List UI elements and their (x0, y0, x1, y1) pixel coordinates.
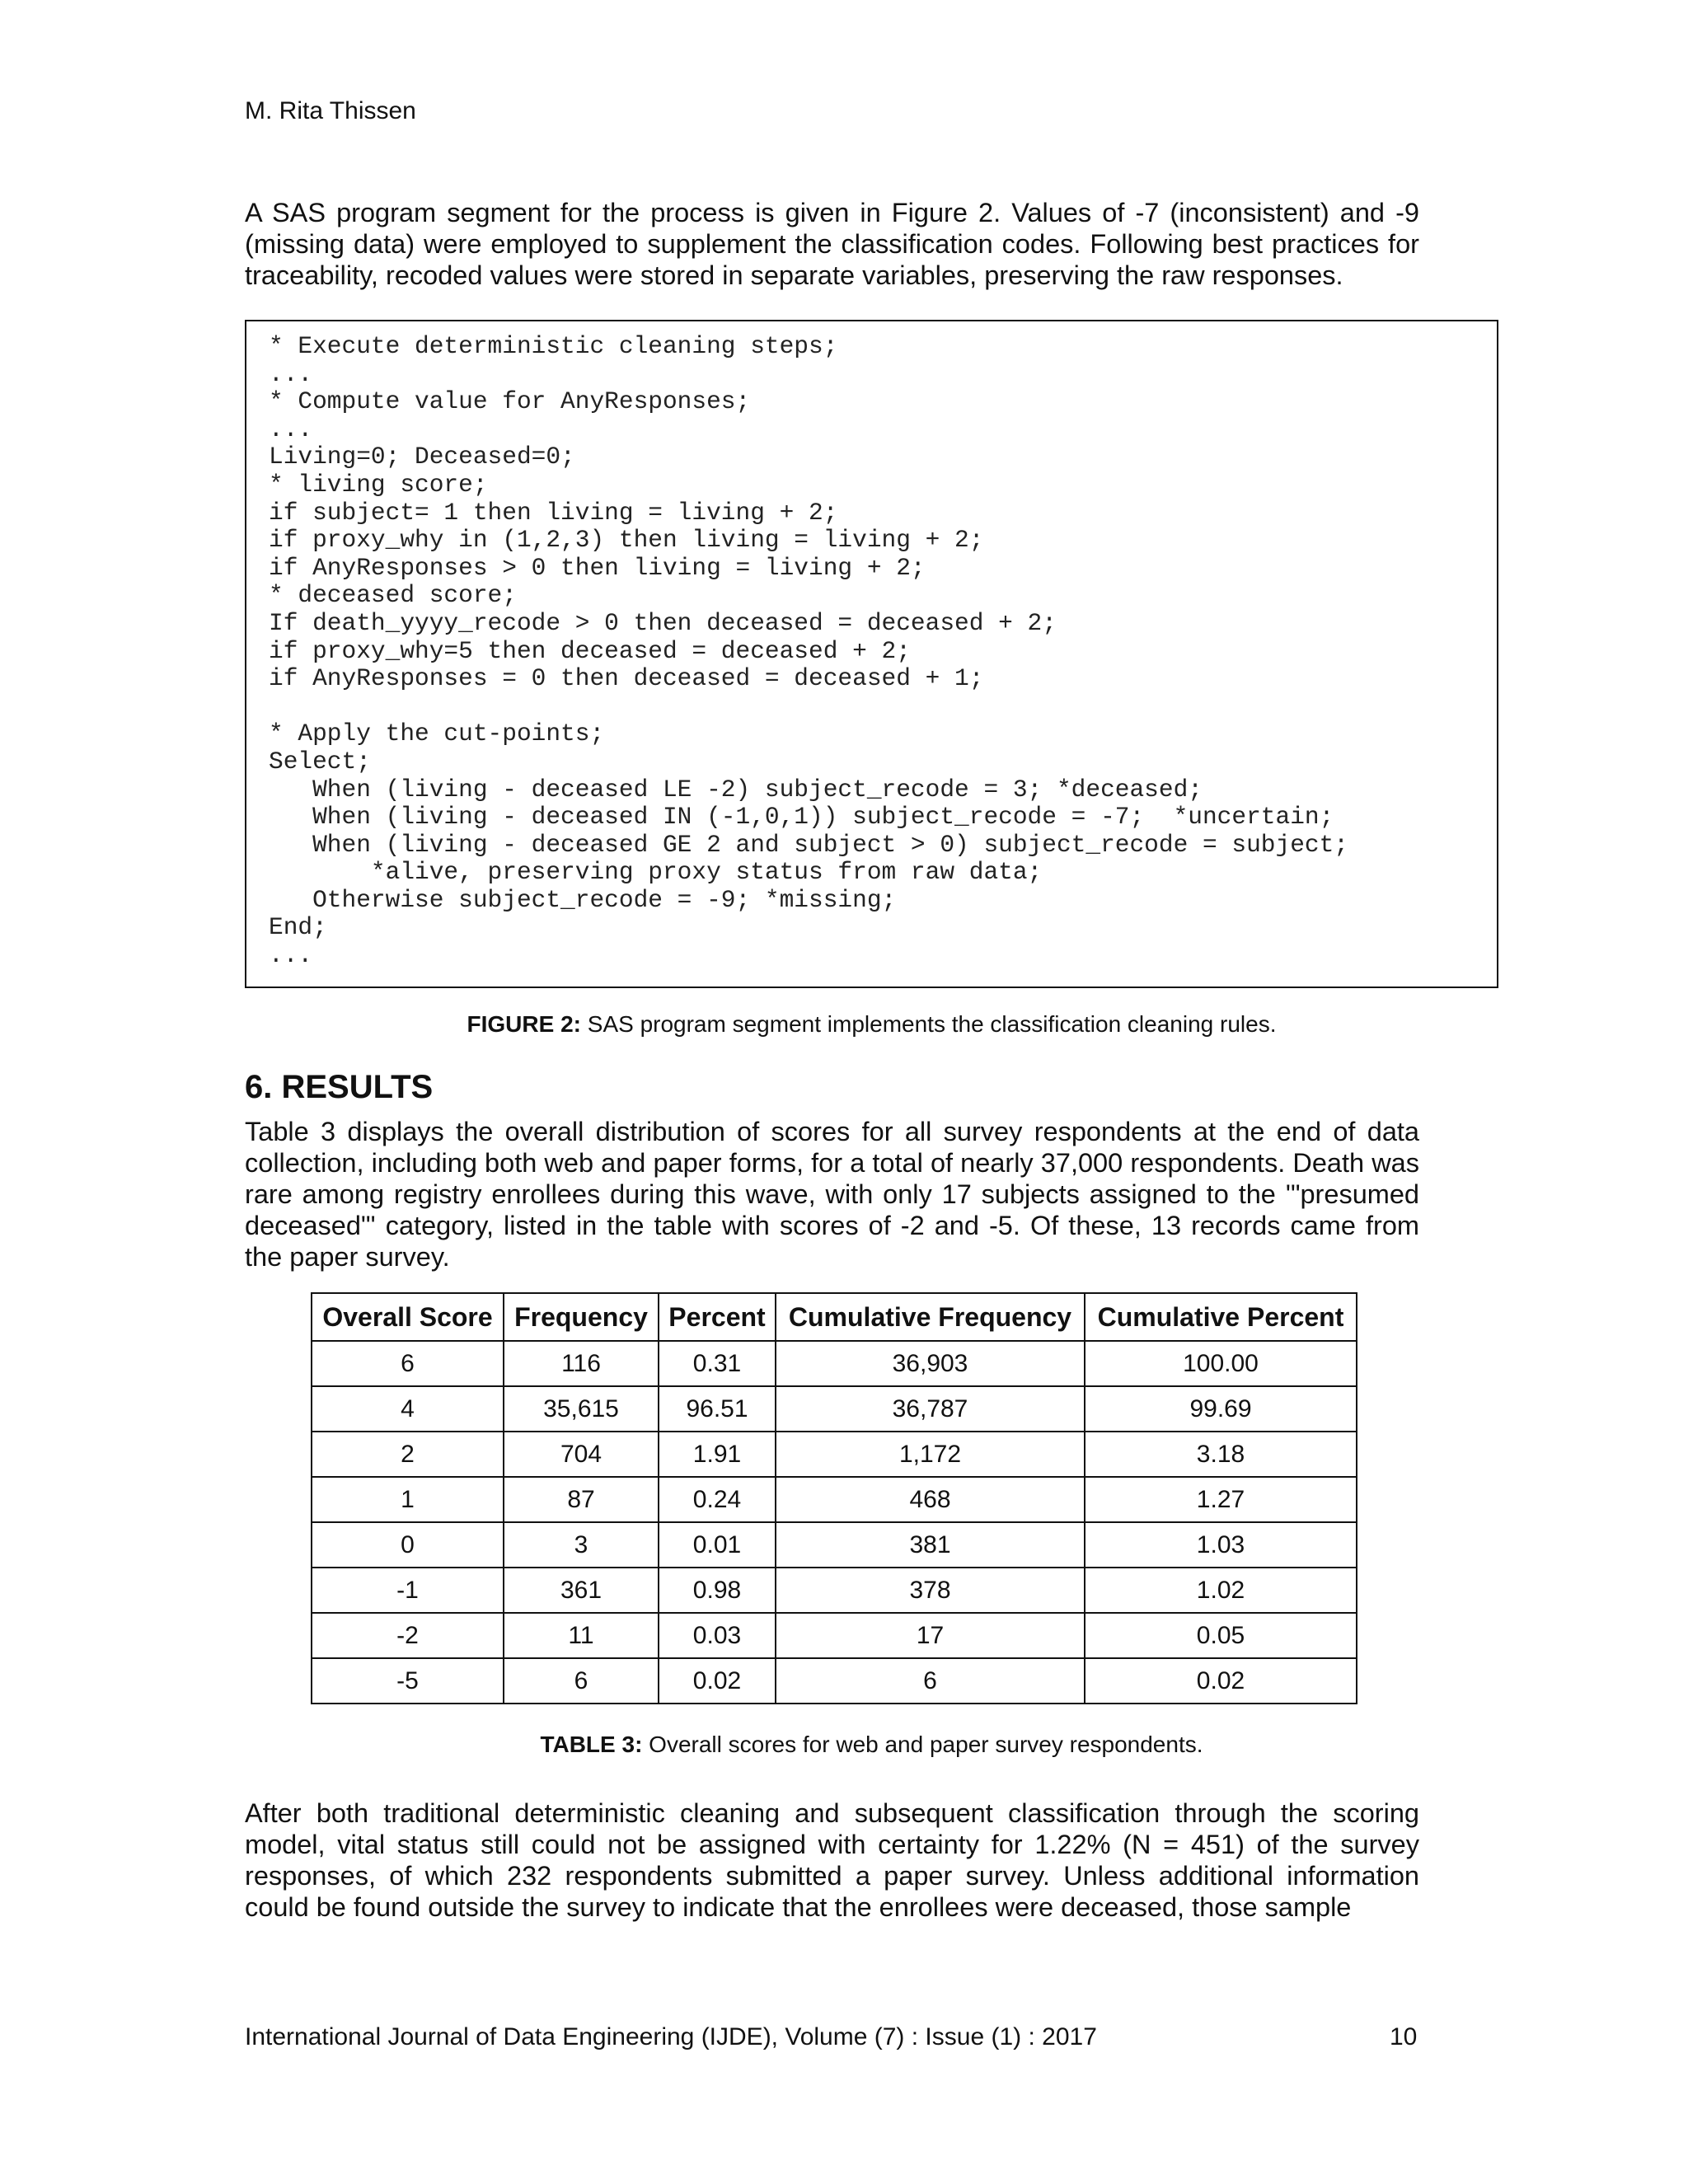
table-cell: -2 (312, 1613, 504, 1658)
table-cell: 35,615 (504, 1386, 659, 1432)
table-cell: 11 (504, 1613, 659, 1658)
code-line: When (living - deceased GE 2 and subject > 0) subject_recode = subject; (269, 830, 1349, 859)
code-line: * Compute value for AnyResponses; (269, 387, 751, 416)
table-cell: 0.01 (659, 1522, 776, 1568)
closing-paragraph: After both traditional deterministic cleaning and subsequent classification through the scoring model, vital status still could not be assigned with certainty for 1.22% (N = 451) of the survey responses, of which 232 respondents submitted a paper survey. Unless additional information could be found outside the survey to indicate that the enrollees were deceased, those sample (245, 1798, 1419, 1922)
code-line: ... (269, 415, 313, 443)
table-caption-text: Overall scores for web and paper survey respondents. (642, 1732, 1203, 1757)
table-cell: 87 (504, 1477, 659, 1522)
table-cell: 99.69 (1085, 1386, 1357, 1432)
code-line: Living=0; Deceased=0; (269, 443, 575, 471)
table-cell: 3.18 (1085, 1432, 1357, 1477)
table-cell: 96.51 (659, 1386, 776, 1432)
results-paragraph: Table 3 displays the overall distribution of scores for all survey respondents at the end of data collection, including both web and paper forms, for a total of nearly 37,000 respondents. Death was rare among registry enrollees during this wave, with only 17 subjects assigned to the '"presumed deceased"' category, listed in the table with scores of -2 and -5. Of these, 13 records came from the paper survey. (245, 1117, 1419, 1272)
table-cell: 704 (504, 1432, 659, 1477)
code-line: if proxy_why=5 then deceased = deceased + 2; (269, 636, 911, 665)
code-line: * Execute deterministic cleaning steps; (269, 332, 838, 360)
table-caption-label: TABLE 3: (540, 1732, 643, 1757)
code-line: Otherwise subject_recode = -9; *missing; (269, 885, 897, 914)
code-line: if subject= 1 then living = living + 2; (269, 498, 838, 527)
table-cell: 0.02 (1085, 1658, 1357, 1704)
section-heading-results: 6. RESULTS (245, 1069, 434, 1105)
table-cell: 1.91 (659, 1432, 776, 1477)
code-line: if proxy_why in (1,2,3) then living = living + 2; (269, 526, 984, 555)
table-row (312, 1613, 1357, 1658)
header-percent: Percent (659, 1293, 776, 1341)
table-row (312, 1522, 1357, 1568)
table-cell: 1.03 (1085, 1522, 1357, 1568)
table-cell: 4 (312, 1386, 504, 1432)
sas-code-listing (269, 333, 1348, 970)
code-line: if AnyResponses = 0 then deceased = deceased + 1; (269, 664, 984, 693)
table-row (312, 1432, 1357, 1477)
header-frequency: Frequency (504, 1293, 659, 1341)
figure-caption-text: SAS program segment implements the classification cleaning rules. (580, 1011, 1277, 1037)
table-cell: 1,172 (776, 1432, 1085, 1477)
code-line: End; (269, 913, 327, 942)
table-cell: 0.98 (659, 1568, 776, 1613)
table-caption (245, 1731, 1498, 1759)
table-cell: 36,787 (776, 1386, 1085, 1432)
table-cell: 6 (776, 1658, 1085, 1704)
code-line: Select; (269, 747, 371, 776)
intro-paragraph: A SAS program segment for the process is given in Figure 2. Values of -7 (inconsistent) and -9 (missing data) were employed to supplement the classification codes. Following best practices for traceability, recoded values were stored in separate variables, preserving the raw responses. (245, 198, 1419, 290)
table-header-row (312, 1293, 1357, 1341)
table-row (312, 1658, 1357, 1704)
table-cell: 1.27 (1085, 1477, 1357, 1522)
table-cell: 378 (776, 1568, 1085, 1613)
running-head-author: M. Rita Thissen (245, 97, 416, 124)
table-cell: 0 (312, 1522, 504, 1568)
table-cell: 100.00 (1085, 1341, 1357, 1386)
table-cell: 381 (776, 1522, 1085, 1568)
code-line: *alive, preserving proxy status from raw data; (269, 858, 1043, 887)
table-cell: 0.02 (659, 1658, 776, 1704)
code-line: * Apply the cut-points; (269, 719, 605, 748)
table-cell: 6 (312, 1341, 504, 1386)
code-line: If death_yyyy_recode > 0 then deceased = deceased + 2; (269, 608, 1057, 637)
table-cell: 468 (776, 1477, 1085, 1522)
table-cell: 17 (776, 1613, 1085, 1658)
table-row (312, 1568, 1357, 1613)
table-cell: 116 (504, 1341, 659, 1386)
code-line: * deceased score; (269, 581, 517, 610)
table-cell: 1 (312, 1477, 504, 1522)
table-body (312, 1341, 1357, 1704)
code-line: ... (269, 359, 313, 388)
table-cell: 36,903 (776, 1341, 1085, 1386)
scores-table (311, 1292, 1357, 1704)
code-figure-box (245, 320, 1498, 988)
code-line: * living score; (269, 470, 488, 499)
table-cell: 0.03 (659, 1613, 776, 1658)
footer-page-number: 10 (1390, 2023, 1418, 2050)
figure-caption-label: FIGURE 2: (467, 1011, 581, 1037)
code-line: When (living - deceased LE -2) subject_recode = 3; *deceased; (269, 775, 1203, 804)
table-row (312, 1341, 1357, 1386)
header-overall-score: Overall Score (312, 1293, 504, 1341)
table-row (312, 1477, 1357, 1522)
table-cell: -1 (312, 1568, 504, 1613)
code-line: ... (269, 941, 313, 970)
figure-caption (245, 1010, 1498, 1038)
header-cumulative-percent: Cumulative Percent (1085, 1293, 1357, 1341)
table-cell: -5 (312, 1658, 504, 1704)
footer-journal: International Journal of Data Engineering (IJDE), Volume (7) : Issue (1) : 2017 (245, 2023, 1097, 2050)
table-cell: 2 (312, 1432, 504, 1477)
table-cell: 0.05 (1085, 1613, 1357, 1658)
header-cumulative-frequency: Cumulative Frequency (776, 1293, 1085, 1341)
table-cell: 3 (504, 1522, 659, 1568)
table-cell: 0.24 (659, 1477, 776, 1522)
code-line: When (living - deceased IN (-1,0,1)) subject_recode = -7; *uncertain; (269, 803, 1334, 832)
table-row (312, 1386, 1357, 1432)
code-line: if AnyResponses > 0 then living = living + 2; (269, 553, 926, 582)
table-cell: 0.31 (659, 1341, 776, 1386)
table-cell: 6 (504, 1658, 659, 1704)
table-cell: 361 (504, 1568, 659, 1613)
table-cell: 1.02 (1085, 1568, 1357, 1613)
